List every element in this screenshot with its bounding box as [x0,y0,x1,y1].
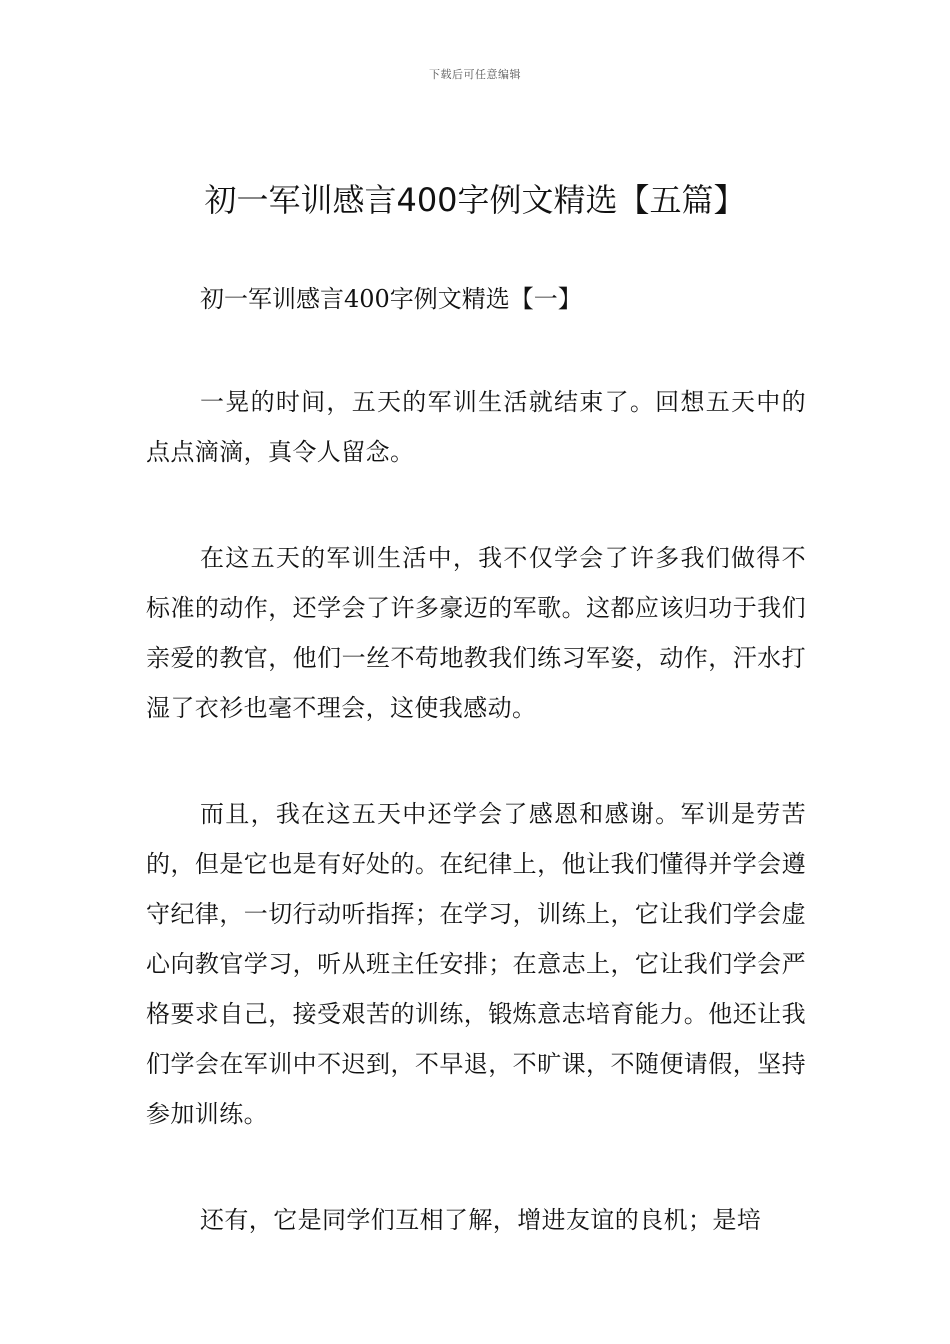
header-note: 下载后可任意编辑 [429,68,521,81]
paragraph-1: 一晃的时间，五天的军训生活就结束了。回想五天中的点点滴滴，真令人留念。 [146,388,806,466]
paragraph-3: 而且，我在这五天中还学会了感恩和感谢。军训是劳苦的，但是它也是有好处的。在纪律上，他让我们懂得并学会遵守纪律，一切行动听指挥；在学习，训练上，它让我们学会虚心向教官学习，听从班主任安排；在意志上，它让我们学会严格要求自己，接受艰苦的训练，锻炼意志培育能力。他还让我们学会在军训中不迟到，不早退，不旷课，不随便请假，坚持参加训练。 [146,800,806,1128]
document-body [146,280,806,1301]
document-title: 初一军训感言400字例文精选【五篇】 [204,181,746,219]
paragraph-2: 在这五天的军训生活中，我不仅学会了许多我们做得不标准的动作，还学会了许多豪迈的军歌。这都应该归功于我们亲爱的教官，他们一丝不苟地教我们练习军姿，动作，汗水打湿了衣衫也毫不理会，这使我感动。 [146,544,806,722]
section-heading: 初一军训感言400字例文精选【一】 [200,285,582,313]
paragraph-4: 还有，它是同学们互相了解，增进友谊的良机；是培 [200,1206,762,1234]
